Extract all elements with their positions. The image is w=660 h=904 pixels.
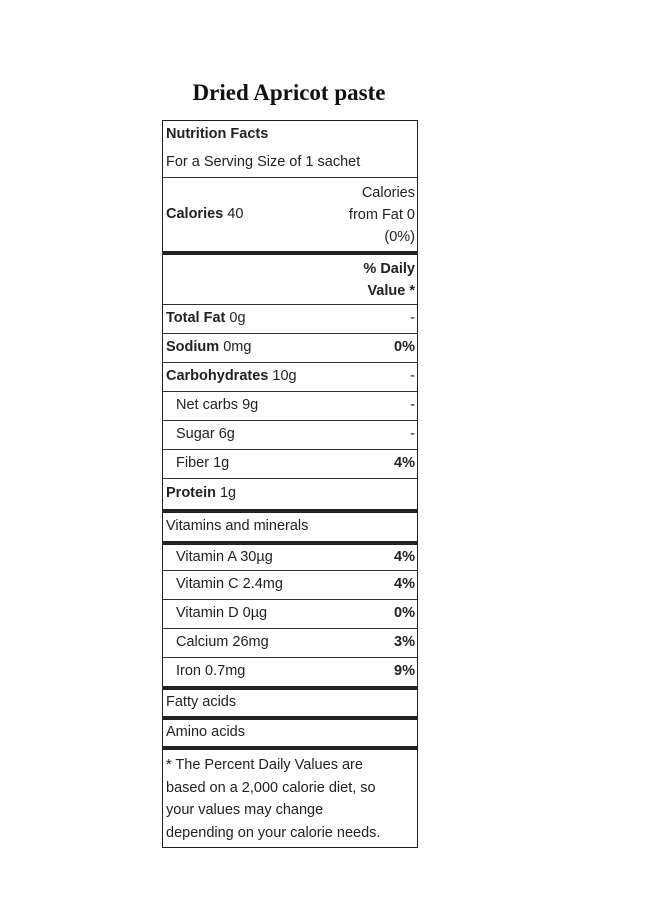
- nutrient-label: [166, 339, 251, 356]
- footnote-line3: your values may change: [166, 802, 324, 818]
- nutrient-amount: 1g: [219, 485, 237, 502]
- daily-value-header-line1: % Daily: [363, 260, 415, 277]
- nutrient-row-total-fat: [163, 304, 417, 333]
- vitamin-row-calcium: [163, 628, 417, 657]
- daily-value-header: [363, 258, 415, 302]
- vitamin-name: Iron: [176, 663, 201, 680]
- nutrient-dv: 0%: [394, 339, 415, 356]
- vitamin-row-c: [163, 570, 417, 599]
- nutrient-name: Protein: [166, 485, 216, 502]
- calories-heading: Calories: [166, 205, 224, 222]
- calories-value: 40: [227, 205, 244, 222]
- nutrient-row-net-carbs: [163, 391, 417, 420]
- daily-value-header-line2: Value *: [367, 282, 415, 299]
- nutrient-dv: -: [410, 426, 415, 443]
- nutrient-row-sugar: [163, 420, 417, 449]
- nutrient-name: Total Fat: [166, 310, 226, 327]
- serving-size-row: [163, 149, 417, 177]
- amino-acids-label: Amino acids: [166, 724, 245, 741]
- vitamin-dv: 4%: [394, 576, 415, 593]
- page-title: Dried Apricot paste: [192, 80, 386, 105]
- vitamin-amount: 2.4mg: [242, 576, 283, 593]
- nutrient-row-protein: [163, 478, 417, 509]
- vitamin-name: Vitamin A: [176, 548, 237, 565]
- nutrient-amount: 6g: [218, 426, 235, 443]
- nutrient-name: Sugar: [176, 426, 215, 443]
- calories-from-fat-line2: from Fat 0: [348, 206, 415, 223]
- vitamin-dv: 9%: [394, 663, 415, 680]
- footnote-line2: based on a 2,000 calorie diet, so: [166, 779, 376, 796]
- vitamin-dv: 3%: [394, 634, 415, 651]
- nutrient-name: Sodium: [166, 339, 220, 356]
- nutrient-row-fiber: [163, 449, 417, 478]
- nutrient-label: [166, 485, 236, 502]
- label-heading: Nutrition Facts: [166, 126, 269, 143]
- calories-from-fat-line3: (0%): [384, 228, 415, 245]
- calories-from-fat: [349, 182, 415, 248]
- nutrient-amount: 0g: [229, 310, 246, 327]
- nutrient-label: [176, 455, 229, 472]
- vitamin-row-d: [163, 599, 417, 628]
- nutrient-label: [166, 368, 297, 385]
- nutrient-dv: -: [410, 368, 415, 385]
- vitamin-name: Vitamin D: [176, 605, 239, 622]
- nutrient-name: Fiber: [176, 455, 210, 472]
- nutrient-name: Net carbs: [176, 397, 239, 414]
- nutrient-dv: -: [410, 397, 415, 414]
- vitamin-row-a: [163, 541, 417, 570]
- vitamin-name: Calcium: [176, 634, 229, 651]
- vitamin-amount: 0µg: [242, 605, 268, 622]
- daily-value-header-row: [163, 251, 417, 304]
- vitamin-row-iron: [163, 657, 417, 686]
- amino-acids-row: [163, 716, 417, 746]
- nutrient-dv: 4%: [394, 455, 415, 472]
- vitamin-label: [176, 549, 273, 566]
- nutrition-label: [162, 120, 418, 848]
- vitamins-header-row: [163, 509, 417, 541]
- vitamin-dv: 4%: [394, 548, 415, 565]
- nutrient-name: Carbohydrates: [166, 368, 269, 385]
- vitamin-amount: 26mg: [232, 634, 269, 651]
- vitamin-dv: 0%: [394, 605, 415, 622]
- label-header-row: [163, 121, 417, 149]
- nutrient-label: [166, 310, 246, 327]
- nutrient-row-sodium: [163, 333, 417, 362]
- fatty-acids-row: [163, 686, 417, 716]
- daily-value-footnote: [163, 746, 417, 847]
- nutrient-amount: 9g: [242, 397, 259, 414]
- vitamin-amount: 30µg: [240, 548, 273, 565]
- nutrient-row-carbohydrates: [163, 362, 417, 391]
- serving-size-text: For a Serving Size of 1 sachet: [166, 154, 361, 171]
- footnote-line4: depending on your calorie needs.: [166, 824, 381, 841]
- calories-label: [166, 206, 243, 223]
- nutrient-amount: 0mg: [223, 339, 252, 356]
- vitamin-name: Vitamin C: [176, 576, 239, 593]
- calories-row: [163, 177, 417, 251]
- nutrient-amount: 10g: [272, 368, 297, 385]
- calories-from-fat-line1: Calories: [361, 184, 415, 201]
- nutrient-dv: -: [410, 310, 415, 327]
- fatty-acids-label: Fatty acids: [166, 694, 237, 711]
- nutrient-label: [176, 426, 235, 443]
- nutrient-label: [176, 397, 258, 414]
- vitamin-label: [176, 663, 245, 680]
- vitamin-label: [176, 634, 269, 651]
- footnote-line1: * The Percent Daily Values are: [166, 757, 363, 773]
- vitamins-header: Vitamins and minerals: [166, 518, 309, 535]
- vitamin-label: [176, 576, 283, 593]
- vitamin-amount: 0.7mg: [205, 663, 246, 680]
- nutrient-amount: 1g: [213, 455, 230, 472]
- vitamin-label: [176, 605, 267, 622]
